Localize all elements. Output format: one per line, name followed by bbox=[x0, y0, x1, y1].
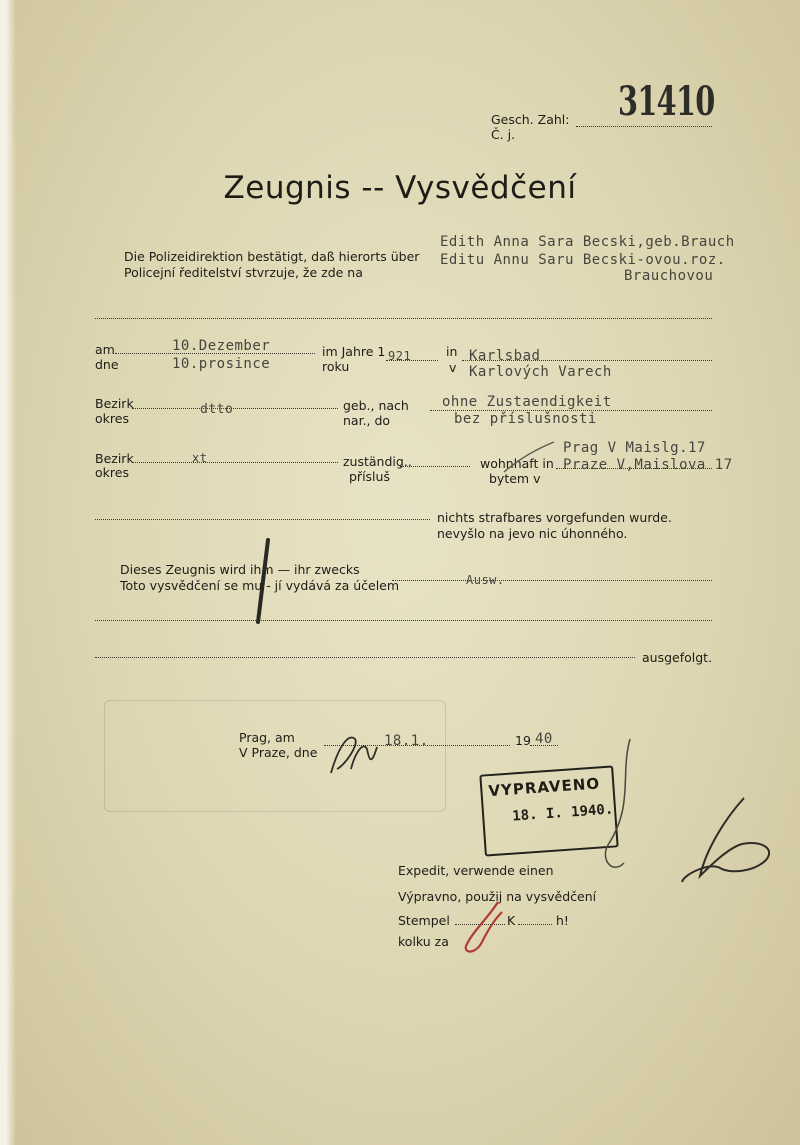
issue-year-prefix: 19 bbox=[515, 733, 531, 748]
intro-text-cz: Policejní ředitelství stvrzuje, že zde na bbox=[124, 265, 363, 280]
label-wohnhaft: wohnhaft in bbox=[480, 456, 554, 471]
birth-year-line bbox=[386, 360, 438, 361]
label-bytem: bytem v bbox=[489, 471, 541, 486]
address-de: Prag V Maislg.17 bbox=[563, 440, 706, 456]
purpose-text-cz: Toto vysvědčení se mu - jí vydává za účelem bbox=[120, 578, 400, 593]
ref-dotted-line bbox=[576, 126, 712, 127]
label-nar-do: nar., do bbox=[343, 413, 391, 428]
person-name-cz: Editu Annu Saru Becski-ovou.roz. bbox=[440, 252, 726, 268]
place-date-cz: V Praze, dne bbox=[239, 745, 318, 760]
issue-year: 40 bbox=[535, 731, 553, 747]
place-date-de: Prag, am bbox=[239, 730, 295, 745]
expedit-text-de: Expedit, verwende einen bbox=[398, 863, 554, 878]
label-zustandig: zuständig., bbox=[343, 454, 412, 469]
stamp-title: VYPRAVENO bbox=[487, 774, 601, 801]
residence-district-line bbox=[132, 462, 338, 463]
label-year-de: im Jahre 1 bbox=[322, 344, 386, 359]
label-k: K bbox=[507, 913, 516, 928]
label-bezirk-2: Bezirk bbox=[95, 451, 134, 466]
birth-date-de: 10.Dezember bbox=[172, 338, 271, 354]
birth-place-cz: Karlových Varech bbox=[469, 364, 612, 380]
label-v: v bbox=[449, 360, 457, 375]
pencil-slash-mark bbox=[250, 540, 280, 630]
birth-place-line bbox=[462, 360, 712, 361]
ausgefolgt-line bbox=[95, 657, 635, 658]
label-stempel: Stempel bbox=[398, 913, 450, 928]
label-prislus: přísluš bbox=[349, 469, 390, 484]
issue-date: 18.1. bbox=[384, 733, 429, 749]
document-title: Zeugnis -- Vysvědčení bbox=[223, 170, 577, 206]
birth-date-cz: 10.prosince bbox=[172, 356, 271, 372]
address-line bbox=[556, 468, 712, 469]
handwritten-initial-signature bbox=[680, 790, 790, 890]
red-pencil-check-mark bbox=[458, 898, 508, 958]
ref-label-cz: Č. j. bbox=[491, 127, 516, 142]
purpose-line-2 bbox=[95, 620, 712, 621]
label-kolku-za: kolku za bbox=[398, 934, 449, 949]
intro-text-de: Die Polizeidirektion bestätigt, daß hierorts über bbox=[124, 249, 420, 264]
label-year-cz: roku bbox=[322, 359, 350, 374]
pencil-tick-mark bbox=[500, 438, 560, 478]
zustandig-line bbox=[400, 466, 470, 467]
label-okres-1: okres bbox=[95, 411, 129, 426]
residence-district-value: xt bbox=[192, 451, 208, 465]
district-value: dtto bbox=[200, 402, 234, 417]
purpose-text-de: Dieses Zeugnis wird ihm — ihr zwecks bbox=[120, 562, 360, 577]
label-bezirk-1: Bezirk bbox=[95, 396, 134, 411]
stamp-date: 18. I. 1940. bbox=[511, 801, 614, 825]
label-am: am bbox=[95, 342, 115, 357]
label-h: h! bbox=[556, 913, 569, 928]
person-name-cz-cont: Brauchovou bbox=[624, 268, 714, 284]
expedit-text-cz: Výpravno, použij na vysvědčení bbox=[398, 889, 597, 904]
intro-dotted-line bbox=[95, 318, 712, 319]
purpose-line bbox=[392, 580, 712, 581]
label-in: in bbox=[446, 344, 458, 359]
birth-year: 921 bbox=[388, 349, 412, 363]
result-text-cz: nevyšlo na jevo nic úhonného. bbox=[437, 526, 628, 541]
result-text-de: nichts strafbares vorgefunden wurde. bbox=[437, 510, 672, 525]
person-name-de: Edith Anna Sara Becski,geb.Brauch bbox=[440, 234, 735, 250]
label-dne: dne bbox=[95, 357, 119, 372]
stempel-line-h bbox=[518, 924, 552, 925]
status-de: ohne Zustaendigkeit bbox=[442, 394, 612, 410]
ausgefolgt-text: ausgefolgt. bbox=[642, 650, 713, 665]
initials-signature bbox=[325, 725, 385, 780]
label-geb-nach: geb., nach bbox=[343, 398, 409, 413]
label-okres-2: okres bbox=[95, 465, 129, 480]
status-cz: bez příslušnosti bbox=[454, 411, 597, 427]
district-line bbox=[132, 408, 338, 409]
pencil-bracket-mark bbox=[590, 735, 650, 885]
ref-label-de: Gesch. Zahl: bbox=[491, 112, 570, 127]
file-number: 31410 bbox=[618, 78, 715, 125]
address-cz: Praze V,Maislova 17 bbox=[563, 457, 733, 473]
result-dotted-line bbox=[95, 519, 430, 520]
birth-place-de: Karlsbad bbox=[469, 348, 541, 364]
purpose-value: Ausw. bbox=[466, 573, 505, 587]
